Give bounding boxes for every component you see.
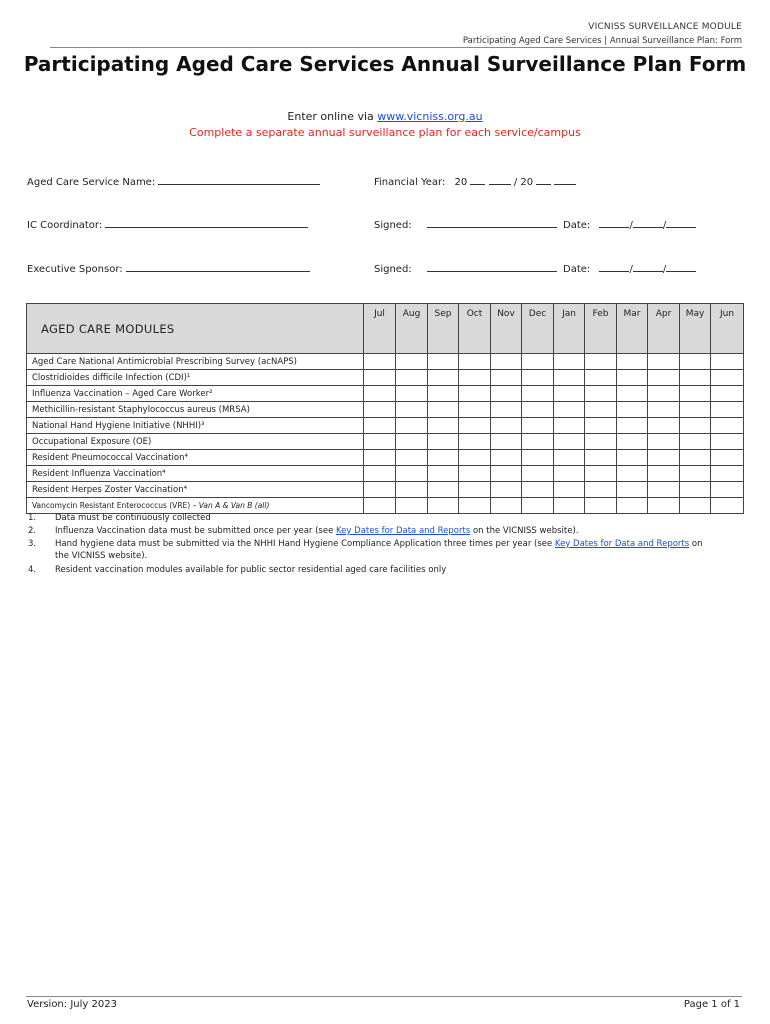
date-year-1[interactable] xyxy=(666,218,696,228)
month-cell[interactable] xyxy=(459,434,491,450)
month-cell[interactable] xyxy=(617,434,648,450)
month-cell[interactable] xyxy=(711,370,744,386)
date-field-2[interactable]: Date: / / xyxy=(563,262,696,275)
fy-prefix: 20 xyxy=(454,177,468,188)
month-header: Feb xyxy=(585,304,617,354)
footnote-number: 4. xyxy=(28,565,37,575)
month-cell[interactable] xyxy=(648,386,680,402)
month-cell[interactable] xyxy=(459,354,491,370)
month-cell[interactable] xyxy=(396,386,428,402)
service-name-line[interactable] xyxy=(158,175,320,185)
signed-line-1[interactable] xyxy=(427,218,557,228)
month-header: May xyxy=(680,304,711,354)
month-cell[interactable] xyxy=(617,450,648,466)
month-cell[interactable] xyxy=(648,354,680,370)
fy-separator: / 20 xyxy=(513,177,534,188)
month-cell[interactable] xyxy=(491,450,522,466)
month-cell[interactable] xyxy=(711,450,744,466)
executive-sponsor-label: Executive Sponsor: xyxy=(27,264,123,275)
module-name: Resident Pneumococcal Vaccination⁴ xyxy=(27,450,364,466)
month-cell[interactable] xyxy=(522,434,554,450)
financial-year-label: Financial Year: xyxy=(374,177,446,188)
signed-field-1[interactable] xyxy=(374,218,557,231)
footnote-4 xyxy=(28,565,748,577)
ic-coordinator-field[interactable] xyxy=(27,218,308,231)
month-cell[interactable] xyxy=(585,386,617,402)
vre-text: Vancomycin Resistant Enterococcus (VRE) – xyxy=(32,501,199,510)
month-cell[interactable] xyxy=(459,482,491,498)
month-cell[interactable] xyxy=(364,498,396,514)
module-name-vre xyxy=(27,498,364,514)
module-name: Aged Care National Antimicrobial Prescribing Survey (acNAPS) xyxy=(27,354,364,370)
month-cell[interactable] xyxy=(648,418,680,434)
month-cell[interactable] xyxy=(428,498,459,514)
table-header-row xyxy=(27,304,744,354)
table-row xyxy=(27,466,744,482)
month-cell[interactable] xyxy=(617,402,648,418)
month-cell[interactable] xyxy=(680,386,711,402)
month-cell[interactable] xyxy=(711,482,744,498)
month-cell[interactable] xyxy=(522,370,554,386)
fy-start-line-2[interactable] xyxy=(489,175,511,185)
month-cell[interactable] xyxy=(459,370,491,386)
month-cell[interactable] xyxy=(428,418,459,434)
month-cell[interactable] xyxy=(364,418,396,434)
signed-line-2[interactable] xyxy=(427,262,557,272)
month-cell[interactable] xyxy=(585,354,617,370)
month-cell[interactable] xyxy=(554,498,585,514)
month-cell[interactable] xyxy=(711,354,744,370)
month-cell[interactable] xyxy=(680,354,711,370)
month-cell[interactable] xyxy=(585,482,617,498)
month-cell[interactable] xyxy=(680,402,711,418)
month-cell[interactable] xyxy=(396,418,428,434)
date-day-2[interactable] xyxy=(599,262,629,272)
module-name: Resident Herpes Zoster Vaccination⁴ xyxy=(27,482,364,498)
footnote-number: 2. xyxy=(28,526,37,536)
modules-table xyxy=(26,303,744,514)
month-cell[interactable] xyxy=(554,354,585,370)
month-header: Nov xyxy=(491,304,522,354)
month-cell[interactable] xyxy=(648,482,680,498)
month-cell[interactable] xyxy=(711,386,744,402)
table-row xyxy=(27,386,744,402)
module-name: National Hand Hygiene Initiative (NHHI)³ xyxy=(27,418,364,434)
table-row xyxy=(27,370,744,386)
month-cell[interactable] xyxy=(680,418,711,434)
executive-sponsor-field[interactable] xyxy=(27,262,310,275)
month-cell[interactable] xyxy=(491,370,522,386)
month-cell[interactable] xyxy=(585,402,617,418)
footnote-2 xyxy=(28,526,748,538)
month-cell[interactable] xyxy=(711,466,744,482)
month-cell[interactable] xyxy=(428,482,459,498)
date-year-2[interactable] xyxy=(666,262,696,272)
month-cell[interactable] xyxy=(522,418,554,434)
month-cell[interactable] xyxy=(522,482,554,498)
month-cell[interactable] xyxy=(396,466,428,482)
date-day-1[interactable] xyxy=(599,218,629,228)
page-title: Participating Aged Care Services Annual Surveillance Plan Form xyxy=(23,52,747,76)
executive-sponsor-line[interactable] xyxy=(126,262,310,272)
month-cell[interactable] xyxy=(459,418,491,434)
fy-start-line-1[interactable] xyxy=(470,175,485,185)
month-cell[interactable] xyxy=(491,386,522,402)
month-cell[interactable] xyxy=(364,482,396,498)
date-label-2: Date: xyxy=(563,264,591,275)
month-cell[interactable] xyxy=(491,434,522,450)
month-cell[interactable] xyxy=(491,402,522,418)
month-cell[interactable] xyxy=(617,498,648,514)
month-cell[interactable] xyxy=(680,434,711,450)
month-cell[interactable] xyxy=(522,386,554,402)
vre-italic: Van A & Van B (all) xyxy=(198,501,270,510)
month-cell[interactable] xyxy=(396,402,428,418)
month-cell[interactable] xyxy=(491,498,522,514)
header-divider xyxy=(50,47,742,48)
footnote-3 xyxy=(28,539,748,551)
month-cell[interactable] xyxy=(396,354,428,370)
header-module: VICNISS SURVEILLANCE MODULE xyxy=(588,22,742,32)
month-cell[interactable] xyxy=(522,354,554,370)
month-cell[interactable] xyxy=(459,498,491,514)
month-cell[interactable] xyxy=(617,370,648,386)
month-cell[interactable] xyxy=(364,354,396,370)
month-header: Jul xyxy=(364,304,396,354)
month-cell[interactable] xyxy=(554,450,585,466)
signed-label-2: Signed: xyxy=(374,264,412,275)
date-month-2[interactable] xyxy=(633,262,663,272)
month-header: Apr xyxy=(648,304,680,354)
month-cell[interactable] xyxy=(396,482,428,498)
month-cell[interactable] xyxy=(585,498,617,514)
month-cell[interactable] xyxy=(491,466,522,482)
footnote-text: Data must be continuously collected xyxy=(55,513,211,523)
footnote-text: Resident vaccination modules available for public sector residential aged care facilities only xyxy=(55,565,447,575)
month-cell[interactable] xyxy=(428,402,459,418)
month-cell[interactable] xyxy=(459,386,491,402)
month-cell[interactable] xyxy=(554,434,585,450)
footnote-text: Hand hygiene data must be submitted via the NHHI Hand Hygiene Compliance Application three times per year (see xyxy=(55,539,555,549)
footnote-1 xyxy=(28,513,748,525)
footnote-number: 1. xyxy=(28,513,37,523)
month-header: Jun xyxy=(711,304,744,354)
month-cell[interactable] xyxy=(648,434,680,450)
service-name-label: Aged Care Service Name: xyxy=(27,177,156,188)
footnote-3-continued xyxy=(28,551,748,563)
table-row xyxy=(27,450,744,466)
month-header: Jan xyxy=(554,304,585,354)
month-cell[interactable] xyxy=(364,386,396,402)
online-instruction xyxy=(0,110,770,123)
month-cell[interactable] xyxy=(680,482,711,498)
month-cell[interactable] xyxy=(617,466,648,482)
date-label-1: Date: xyxy=(563,220,591,231)
month-cell[interactable] xyxy=(428,434,459,450)
table-row xyxy=(27,434,744,450)
footnote-text: on xyxy=(689,539,703,549)
month-cell[interactable] xyxy=(680,498,711,514)
month-cell[interactable] xyxy=(522,466,554,482)
module-name: Methicillin-resistant Staphylococcus aureus (MRSA) xyxy=(27,402,364,418)
month-cell[interactable] xyxy=(522,450,554,466)
service-name-field[interactable] xyxy=(27,175,320,188)
table-row xyxy=(27,354,744,370)
month-cell[interactable] xyxy=(491,482,522,498)
ic-coordinator-label: IC Coordinator: xyxy=(27,220,103,231)
month-cell[interactable] xyxy=(428,450,459,466)
month-cell[interactable] xyxy=(428,354,459,370)
footnote-text: Influenza Vaccination data must be submitted once per year (see xyxy=(55,526,337,536)
date-field-1[interactable]: Date: / / xyxy=(563,218,696,231)
month-cell[interactable] xyxy=(522,402,554,418)
month-cell[interactable] xyxy=(617,482,648,498)
month-cell[interactable] xyxy=(711,418,744,434)
fy-end-line-2[interactable] xyxy=(554,175,576,185)
modules-header: AGED CARE MODULES xyxy=(27,304,364,354)
month-cell[interactable] xyxy=(585,450,617,466)
month-cell[interactable] xyxy=(617,354,648,370)
month-cell[interactable] xyxy=(617,418,648,434)
month-cell[interactable] xyxy=(396,370,428,386)
month-header: Dec xyxy=(522,304,554,354)
month-cell[interactable] xyxy=(428,386,459,402)
month-cell[interactable] xyxy=(459,402,491,418)
footnote-text: the VICNISS website). xyxy=(55,551,148,561)
month-header: Oct xyxy=(459,304,491,354)
month-cell[interactable] xyxy=(711,434,744,450)
month-cell[interactable] xyxy=(680,370,711,386)
vicniss-link[interactable]: www.vicniss.org.au xyxy=(377,110,483,123)
month-cell[interactable] xyxy=(554,418,585,434)
module-name: Influenza Vaccination – Aged Care Worker² xyxy=(27,386,364,402)
month-cell[interactable] xyxy=(648,402,680,418)
financial-year-field[interactable] xyxy=(374,175,576,188)
month-cell[interactable] xyxy=(680,450,711,466)
month-cell[interactable] xyxy=(711,498,744,514)
separate-plan-note: Complete a separate annual surveillance plan for each service/campus xyxy=(189,126,581,139)
month-cell[interactable] xyxy=(648,498,680,514)
month-cell[interactable] xyxy=(585,418,617,434)
month-cell[interactable] xyxy=(396,434,428,450)
month-cell[interactable] xyxy=(428,466,459,482)
key-dates-link-1[interactable]: Key Dates for Data and Reports xyxy=(336,526,471,536)
month-cell[interactable] xyxy=(585,466,617,482)
module-name: Occupational Exposure (OE) xyxy=(27,434,364,450)
month-cell[interactable] xyxy=(554,370,585,386)
month-cell[interactable] xyxy=(459,450,491,466)
month-cell[interactable] xyxy=(491,418,522,434)
signed-label-1: Signed: xyxy=(374,220,412,231)
month-cell[interactable] xyxy=(396,498,428,514)
month-header: Aug xyxy=(396,304,428,354)
key-dates-link-2[interactable]: Key Dates for Data and Reports xyxy=(554,539,690,549)
month-cell[interactable] xyxy=(585,434,617,450)
date-month-1[interactable] xyxy=(633,218,663,228)
table-row xyxy=(27,498,744,514)
month-cell[interactable] xyxy=(554,482,585,498)
month-header: Sep xyxy=(428,304,459,354)
month-cell[interactable] xyxy=(364,466,396,482)
online-prefix: Enter online via xyxy=(287,110,378,123)
table-row xyxy=(27,482,744,498)
month-cell[interactable] xyxy=(364,402,396,418)
month-cell[interactable] xyxy=(711,402,744,418)
ic-coordinator-line[interactable] xyxy=(105,218,308,228)
month-cell[interactable] xyxy=(585,370,617,386)
month-cell[interactable] xyxy=(554,402,585,418)
month-cell[interactable] xyxy=(364,434,396,450)
month-cell[interactable] xyxy=(522,498,554,514)
month-cell[interactable] xyxy=(364,370,396,386)
page-number: Page 1 of 1 xyxy=(683,999,740,1010)
month-cell[interactable] xyxy=(554,466,585,482)
month-cell[interactable] xyxy=(648,466,680,482)
month-cell[interactable] xyxy=(648,450,680,466)
footnote-text: on the VICNISS website). xyxy=(470,526,579,536)
header-subtitle: Participating Aged Care Services | Annual Surveillance Plan: Form xyxy=(462,36,742,46)
month-cell[interactable] xyxy=(491,354,522,370)
month-cell[interactable] xyxy=(680,466,711,482)
month-cell[interactable] xyxy=(459,466,491,482)
table-row xyxy=(27,418,744,434)
module-name: Resident Influenza Vaccination⁴ xyxy=(27,466,364,482)
month-cell[interactable] xyxy=(554,386,585,402)
month-header: Mar xyxy=(617,304,648,354)
footer-divider xyxy=(26,996,742,997)
month-cell[interactable] xyxy=(428,370,459,386)
month-cell[interactable] xyxy=(364,450,396,466)
version-label: Version: July 2023 xyxy=(27,999,117,1010)
month-cell[interactable] xyxy=(648,370,680,386)
module-name: Clostridioides difficile Infection (CDI)¹ xyxy=(27,370,364,386)
fy-end-line-1[interactable] xyxy=(536,175,551,185)
signed-field-2[interactable] xyxy=(374,262,557,275)
month-cell[interactable] xyxy=(396,450,428,466)
table-row xyxy=(27,402,744,418)
month-cell[interactable] xyxy=(617,386,648,402)
footnote-number: 3. xyxy=(28,539,37,549)
